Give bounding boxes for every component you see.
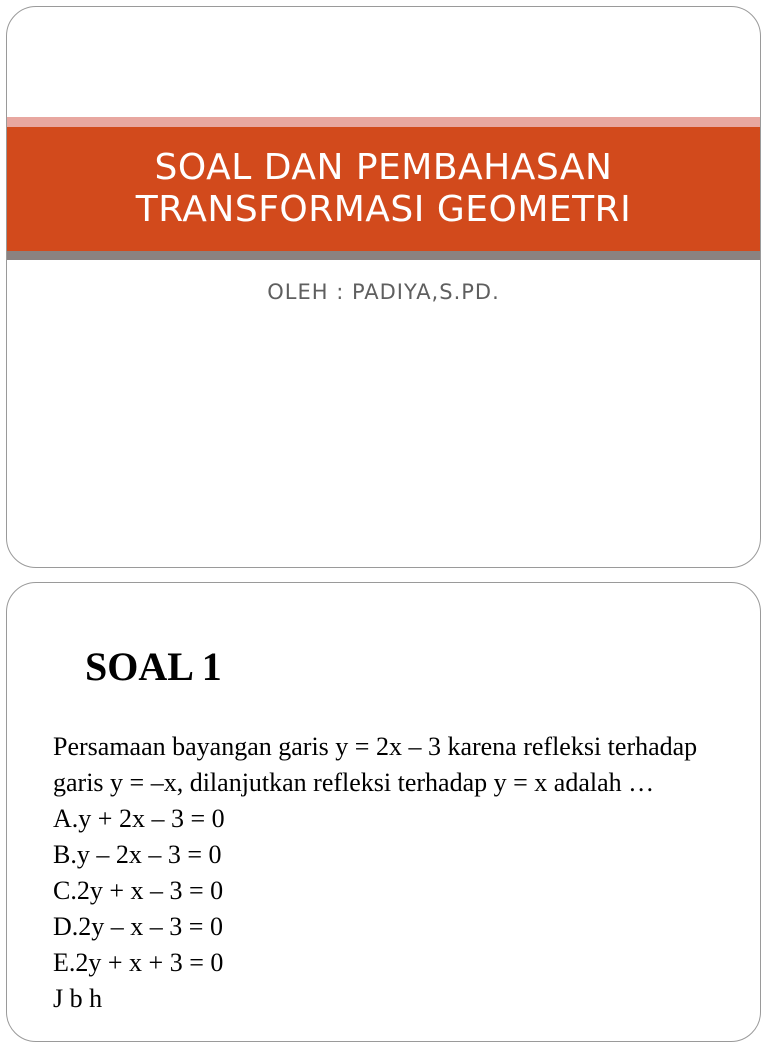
cut-off-answer-line: J b h bbox=[53, 984, 103, 1013]
question-slide bbox=[6, 582, 761, 1042]
answer-option-e: E.2y + x + 3 = 0 bbox=[53, 948, 224, 977]
answer-option-a: A.y + 2x – 3 = 0 bbox=[53, 804, 225, 833]
question-heading: SOAL 1 bbox=[85, 644, 222, 689]
title-slide bbox=[6, 6, 761, 568]
question-text: Persamaan bayangan garis y = 2x – 3 karena refleksi terhadap garis y = –x, dilanjutkan refleksi terhadap y = x adalah … bbox=[53, 732, 698, 797]
title-band-bottom-stripe bbox=[7, 251, 760, 260]
slide-title-line-1: SOAL DAN PEMBAHASAN bbox=[154, 147, 613, 188]
answer-option-b: B.y – 2x – 3 = 0 bbox=[53, 840, 222, 869]
title-band bbox=[7, 127, 760, 251]
answer-option-c: C.2y + x – 3 = 0 bbox=[53, 876, 224, 905]
question-body bbox=[53, 729, 733, 1017]
answer-option-d: D.2y – x – 3 = 0 bbox=[53, 912, 223, 941]
title-band-top-stripe bbox=[7, 117, 760, 127]
slide-title-line-2: TRANSFORMASI GEOMETRI bbox=[135, 189, 632, 230]
slide-subtitle: OLEH : PADIYA,S.PD. bbox=[267, 280, 500, 304]
